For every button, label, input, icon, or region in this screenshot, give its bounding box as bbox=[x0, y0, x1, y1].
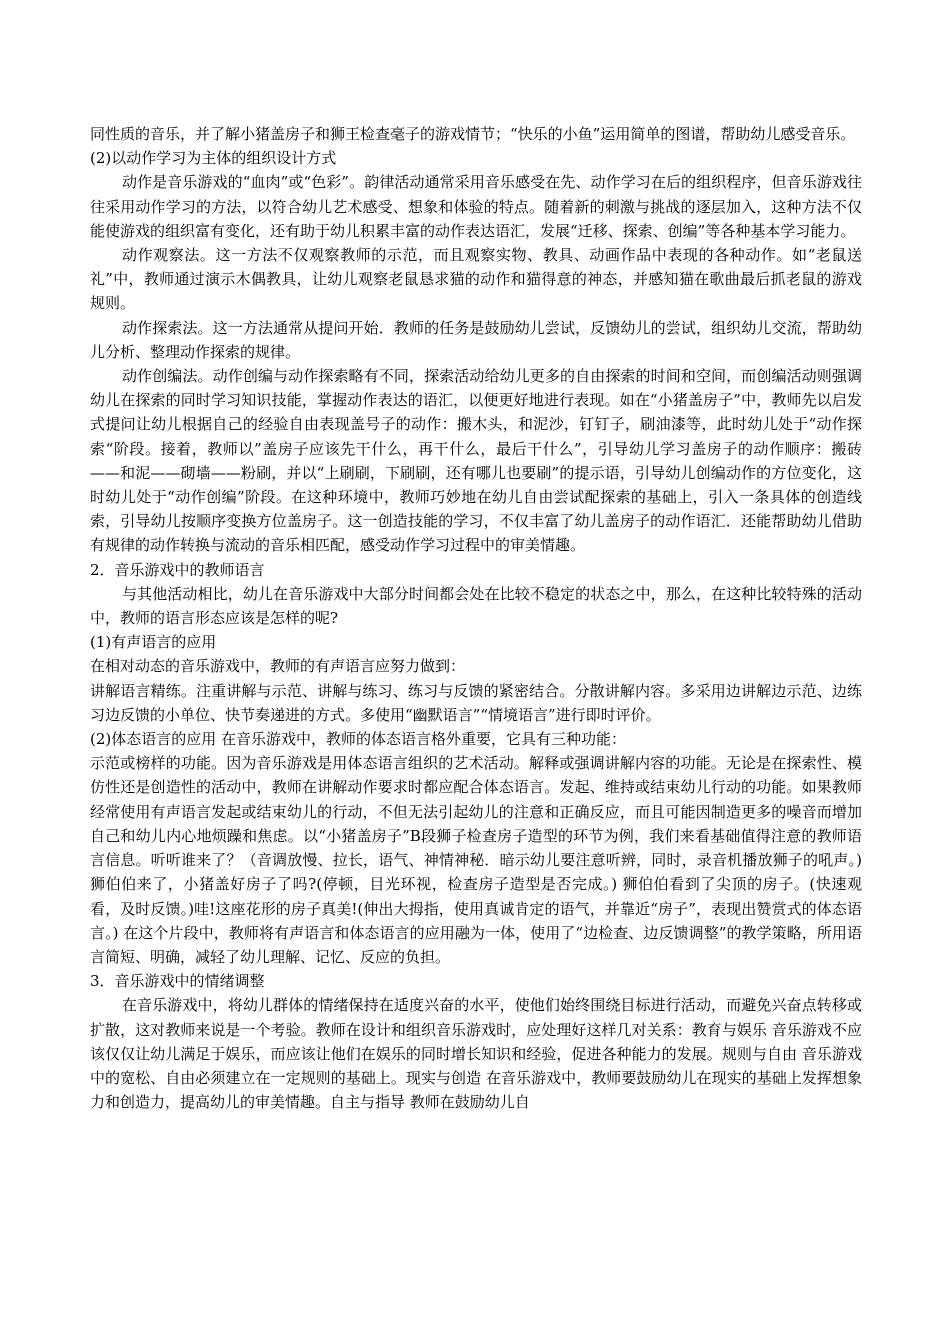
paragraph-emotion-adjustment: 在音乐游戏中，将幼儿群体的情绪保持在适度兴奋的水平，使他们始终围绕目标进行活动，而避免兴奋点转移或扩散，这对教师来说是一个考验。教师在设计和组织音乐游戏时，应处理好这样几对关系：教育与娱乐 音乐游戏不应该仅仅让幼儿满足于娱乐，而应该让他们在娱乐的同时增长知识和经验，促进各种能力的发展。规则与自由 音乐游戏中的宽松、自由必须建立在一定规则的基础上。现实与创造 在音乐游戏中，教师要鼓励幼儿在现实的基础上发挥想象力和创造力，提高幼儿的审美情趣。自主与指导 教师在鼓励幼儿自 bbox=[90, 996, 862, 1112]
paragraph-creation-method: 动作创编法。动作创编与动作探索略有不同，探索活动给幼儿更多的自由探索的时间和空间，而创编活动则强调幼儿在探索的同时学习知识技能，掌握动作表达的语汇，以便更好地进行表现。如在“小猪盖房子”中，教师先以启发式提问让幼儿根据自己的经验自由表现盖号子的动作：搬木头，和泥沙，钉钉子，刷油漆等，此时幼儿处于“动作探索“阶段。接着，教师以”盖房子应该先干什么，再干什么，最后干什么”，引导幼儿学习盖房子的动作顺序：搬砖——和泥——砌墙——粉刷，并以“上刷刷，下刷刷，还有哪儿也要刷”的提示语，引导幼儿创编动作的方位变化，这时幼儿处于“动作创编”阶段。在这种环境中，教师巧妙地在幼儿自由尝试配探索的基础上，引入一条具体的创造线索，引导幼儿按顺序变换方位盖房子。这一创造技能的学习，不仅丰富了幼儿盖房子的动作语汇．还能帮助幼儿借助有规律的动作转换与流动的音乐相匹配，感受动作学习过程中的审美情趣。 bbox=[90, 367, 862, 555]
section-heading-teacher-language: 2．音乐游戏中的教师语言 bbox=[90, 560, 265, 579]
paragraph-exploration-method: 动作探索法。这一方法通常从提问开始．教师的任务是鼓励幼儿尝试，反馈幼儿的尝试，组织幼儿交流，帮助幼儿分析、整理动作探索的规律。 bbox=[90, 318, 862, 361]
paragraph-intro-continuation: 同性质的音乐，并了解小猪盖房子和狮王检查毫子的游戏情节；“快乐的小鱼”运用简单的图谱，帮助幼儿感受音乐。 bbox=[90, 125, 856, 143]
paragraph-language-intro: 与其他活动相比，幼儿在音乐游戏中大部分时间都会处在比较不稳定的状态之中，那么，在这种比较特殊的活动中，教师的语言形态应该是怎样的呢? bbox=[90, 584, 862, 628]
document-page bbox=[90, 122, 862, 1114]
subheading-verbal-language: (1)有声语言的应用 bbox=[90, 633, 217, 652]
section-heading-emotion: 3．音乐游戏中的情绪调整 bbox=[90, 972, 265, 991]
paragraph-verbal-details: 讲解语言精练。注重讲解与示范、讲解与练习、练习与反馈的紧密结合。分散讲解内容。多采用边讲解边示范、边练习边反馈的小单位、快节奏递进的方式。多使用“幽默语言”“情境语言”进行即时评价。 bbox=[90, 681, 862, 724]
paragraph-body-language-functions: 示范或榜样的功能。因为音乐游戏是用体态语言组织的艺术活动。解释或强调讲解内容的功能。无论是在探索性、模仿性还是创造性的活动中，教师在讲解动作要求时都应配合体态语言。发起、维持或结束幼儿行动的功能。如果教师经常使用有声语言发起或结束幼儿的行动，不但无法引起幼儿的注意和正确反应，而且可能因制造更多的噪音而增加自己和幼儿内心地烦躁和焦虑。以“小猪盖房子”B段狮子检查房子造型的环节为例，我们来看基础值得注意的教师语言信息。听听谁来了？（音调放慢、拉长，语气、神情神秘．暗示幼儿要注意听辨，同时，录音机播放狮子的吼声。) 狮伯伯来了，小猪盖好房子了吗?(停顿，目光环视，检查房子造型是否完成。) 狮伯伯看到了尖顶的房子。(快速观看，及时反馈。)哇!这座花形的房子真美!(伸出大拇指，使用真诚肯定的语气，并靠近“房子”，表现出赞赏式的体态语言。) 在这个片段中，教师将有声语言和体态语言的应用融为一体，使用了“边检查、边反馈调整”的教学策略，所用语言简短、明确，减轻了幼儿理解、记忆、反应的负担。 bbox=[90, 754, 862, 966]
paragraph-observation-method: 动作观察法。这一方法不仅观察教师的示范，而且观察实物、教具、动画作品中表现的各种动作。如“老鼠送礼”中，教师通过演示木偶教具，让幼儿观察老鼠恳求猫的动作和猫得意的神态，并感知猫在歌曲最后抓老鼠的游戏规则。 bbox=[90, 246, 862, 313]
subheading-action-learning: (2)以动作学习为主体的组织设计方式 bbox=[90, 149, 337, 168]
subheading-body-language: (2)体态语言的应用 在音乐游戏中，教师的体态语言格外重要，它具有三种功能： bbox=[90, 730, 627, 749]
paragraph-verbal-goal: 在相对动态的音乐游戏中，教师的有声语言应努力做到： bbox=[90, 657, 466, 676]
paragraph-action-blood: 动作是音乐游戏的“血肉”或“色彩”。韵律活动通常采用音乐感受在先、动作学习在后的组织程序，但音乐游戏往往采用动作学习的方法，以符合幼儿艺术感受、想象和体验的特点。随着新的刺激与挑战的逐层加入，这种方法不仅能使游戏的组织富有变化，还有助于幼儿积累丰富的动作表达语汇，发展“迁移、探索、创编”等各种基本学习能力。 bbox=[90, 173, 862, 240]
